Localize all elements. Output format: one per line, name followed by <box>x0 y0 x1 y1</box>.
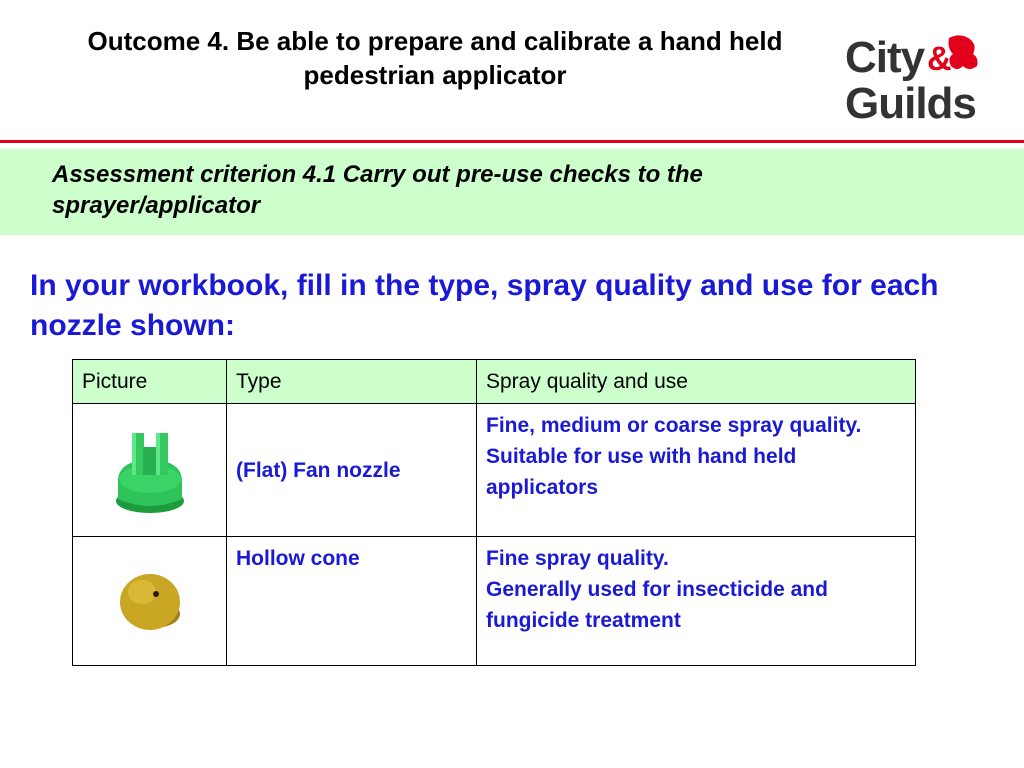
spray-use-line: Generally used for insecticide and fungicide treatment <box>486 578 828 632</box>
svg-text:Guilds: Guilds <box>845 79 976 125</box>
nozzle-table <box>72 359 916 666</box>
table-cell-spray-quality <box>477 537 916 666</box>
table-row <box>73 537 916 666</box>
svg-text:&: & <box>927 40 952 78</box>
table-cell-type: (Flat) Fan nozzle <box>227 404 477 537</box>
page-title: Outcome 4. Be able to prepare and calibrate a hand held pedestrian applicator <box>87 26 783 90</box>
svg-text:City: City <box>845 33 925 82</box>
spray-quality-line: Fine, medium or coarse spray quality. <box>486 414 862 437</box>
spray-use-line: Suitable for use with hand held applicators <box>486 445 797 499</box>
column-header-spray-quality: Spray quality and use <box>477 360 916 404</box>
table-cell-type: Hollow cone <box>227 537 477 666</box>
table-cell-picture <box>73 404 227 537</box>
table-row <box>73 404 916 537</box>
green-flat-fan-nozzle-image <box>110 419 190 519</box>
spray-quality-line: Fine spray quality. <box>486 547 669 570</box>
assessment-criterion-text: Assessment criterion 4.1 Carry out pre-use checks to the sprayer/applicator <box>52 161 703 219</box>
table-header-row <box>73 360 916 404</box>
column-header-type: Type <box>227 360 477 404</box>
header-divider <box>0 140 1024 143</box>
assessment-criterion-banner <box>0 149 1024 235</box>
table-cell-spray-quality <box>477 404 916 537</box>
table-cell-picture <box>73 537 227 666</box>
instruction-text: In your workbook, fill in the type, spray quality and use for each nozzle shown: <box>30 269 939 342</box>
city-and-guilds-logo <box>845 30 985 125</box>
column-header-picture: Picture <box>73 360 227 404</box>
yellow-hollow-cone-nozzle-image <box>110 560 190 640</box>
